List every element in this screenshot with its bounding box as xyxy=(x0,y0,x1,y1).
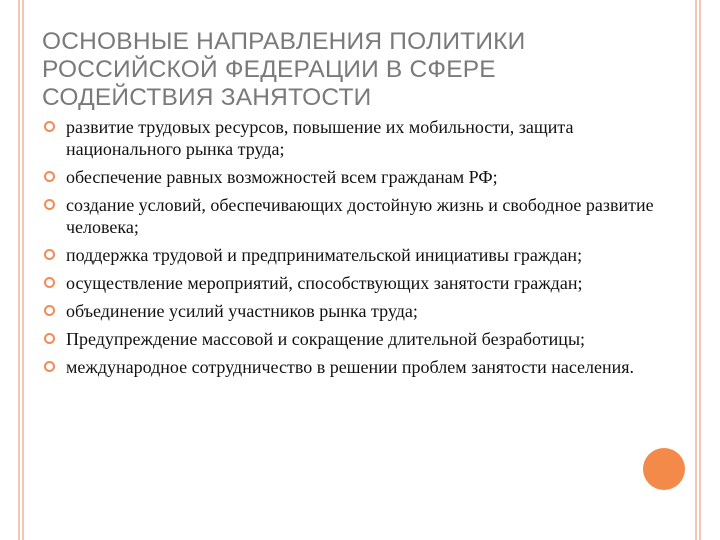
list-item-text: обеспечение равных возможностей всем гражданам РФ; xyxy=(66,167,498,187)
bullet-circle-icon xyxy=(44,305,55,316)
list-item-text: осуществление мероприятий, способствующих занятости граждан; xyxy=(66,273,583,293)
list-item-text: объединение усилий участников рынка труда; xyxy=(66,301,418,321)
list-item-text: создание условий, обеспечивающих достойную жизнь и свободное развитие человека; xyxy=(66,195,654,237)
bullet-circle-icon xyxy=(44,199,55,210)
list-item-text: международное сотрудничество в решении проблем занятости населения. xyxy=(66,357,635,377)
bullet-circle-icon xyxy=(44,277,55,288)
bullet-circle-icon xyxy=(44,361,55,372)
right-frame-line-outer xyxy=(699,0,701,540)
slide-title: ОСНОВНЫЕ НАПРАВЛЕНИЯ ПОЛИТИКИ РОССИЙСКОЙ ФЕДЕРАЦИИ В СФЕРЕ СОДЕЙСТВИЯ ЗАНЯТОСТИ xyxy=(42,28,526,111)
list-item xyxy=(42,116,662,160)
bullet-circle-icon xyxy=(44,333,55,344)
list-item xyxy=(42,244,662,266)
list-item-text: развитие трудовых ресурсов, повышение их мобильности, защита национального рынка труда; xyxy=(66,117,574,159)
bullet-list xyxy=(42,116,662,384)
list-item-text: поддержка трудовой и предпринимательской инициативы граждан; xyxy=(66,245,583,265)
list-item xyxy=(42,356,662,378)
left-frame-line-outer xyxy=(18,0,20,540)
list-item xyxy=(42,300,662,322)
bullet-circle-icon xyxy=(44,121,55,132)
bullet-circle-icon xyxy=(44,249,55,260)
list-item xyxy=(42,272,662,294)
list-item-text: Предупреждение массовой и сокращение длительной безработицы; xyxy=(66,329,586,349)
list-item xyxy=(42,194,662,238)
list-item xyxy=(42,166,662,188)
left-frame-line-inner xyxy=(22,0,24,540)
list-item xyxy=(42,328,662,350)
orange-circle-icon xyxy=(643,448,685,490)
bullet-circle-icon xyxy=(44,171,55,182)
right-frame-line-inner xyxy=(695,0,697,540)
